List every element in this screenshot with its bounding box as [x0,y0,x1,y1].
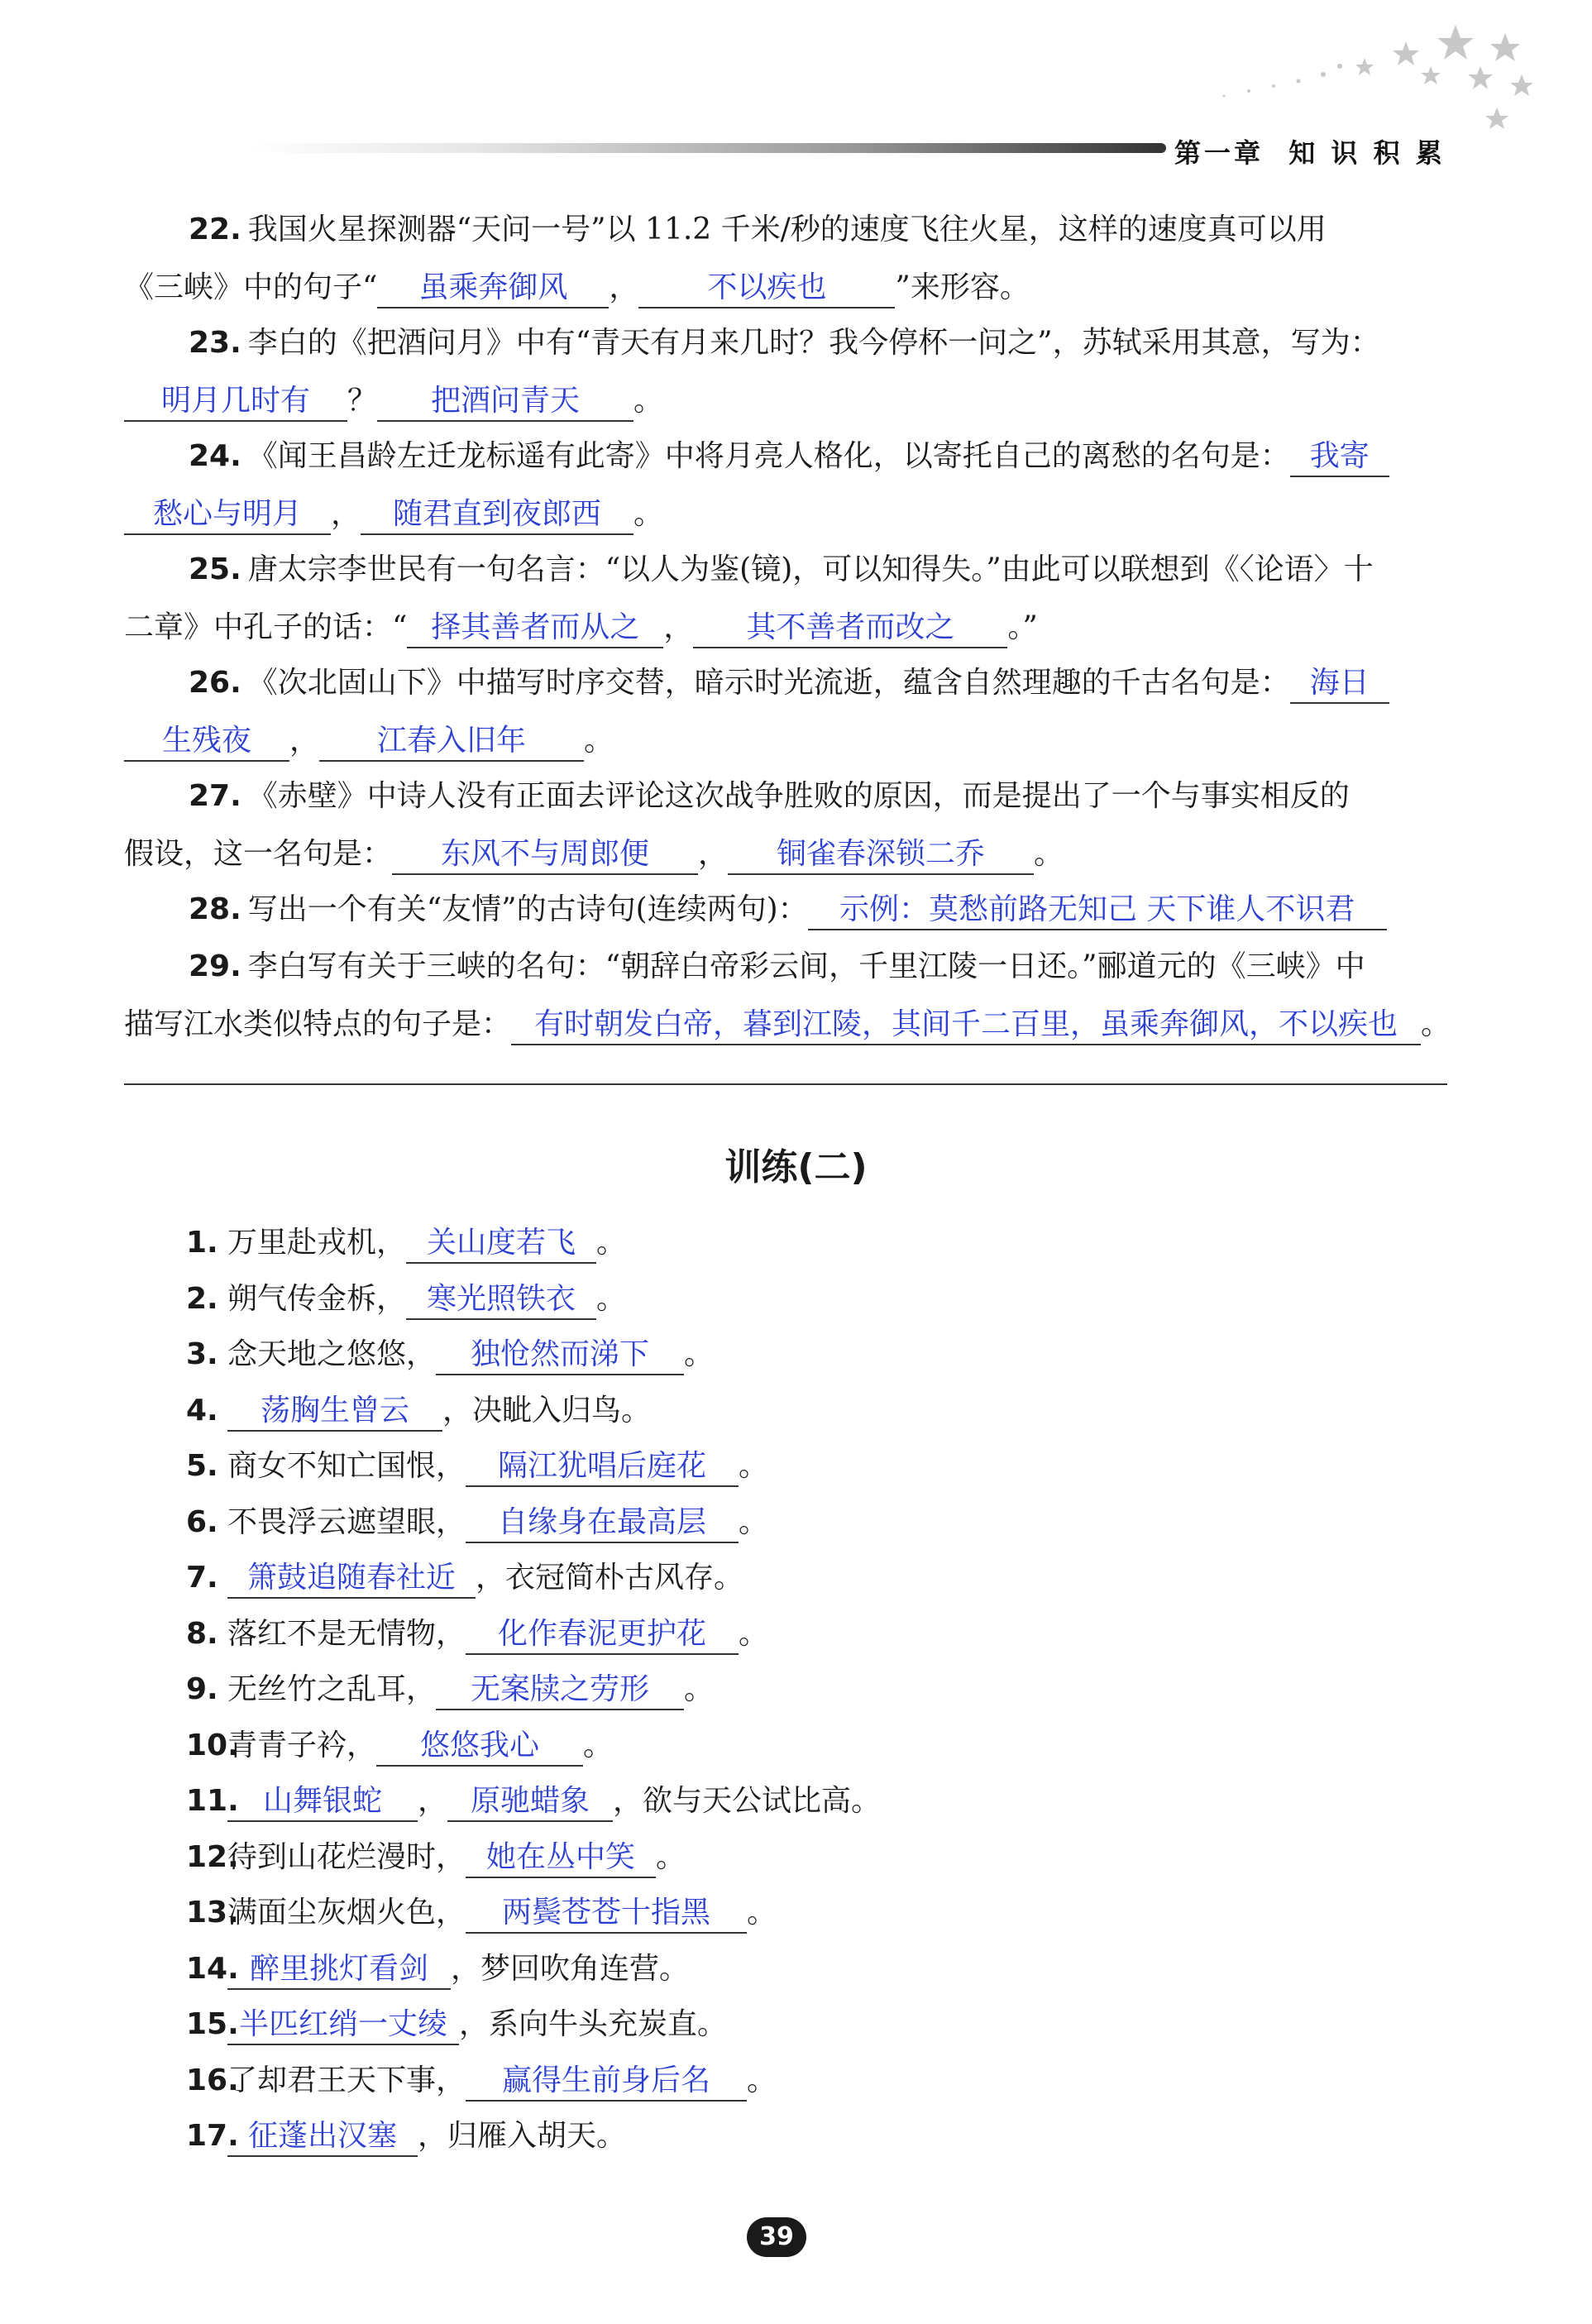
question-27-line2 [124,827,1064,882]
item-prompt: 满面尘灰烟火色， [227,1896,466,1929]
question-25 [189,543,1512,597]
answer-blank: 她在丛中笑 [466,1839,656,1878]
item-number: 5. [186,1449,218,1483]
item-number: 16. [186,2063,239,2097]
question-text: 李白写有关于三峡的名句：“朝辞白帝彩云间，千里江陵一日还。”郦道元的《三峡》中 [247,949,1365,983]
answer-blank-1: 择其善者而从之 [407,609,663,648]
punctuation: 。 [1034,837,1064,871]
item-number: 8. [186,1616,218,1651]
item-suffix: 。 [684,1337,715,1371]
punctuation: ， [609,270,639,304]
question-text: 《次北固山下》中描写时序交替，暗示时光流逝，蕴含自然理趣的千古名句是： [247,666,1290,700]
answer-blank: 箫鼓追随春社近 [227,1559,476,1599]
item-16 [186,2054,777,2108]
item-suffix: ，欲与天公试比高。 [613,1784,882,1818]
item-number: 1. [186,1226,218,1260]
answer-blank-2: 铜雀春深锁二乔 [728,835,1034,875]
question-number: 26. [189,666,241,700]
question-text-line2: 假设，这一名句是： [124,837,393,871]
header-bar [248,143,1166,153]
item-suffix: 。 [739,1504,769,1539]
item-number: 10. [186,1728,239,1762]
answer-blank-start: 我寄 [1290,438,1389,477]
question-22 [189,203,1512,257]
answer-blank: 关山度若飞 [406,1224,596,1264]
question-22-line2 [124,261,1030,315]
item-prompt: 念天地之悠悠， [227,1337,437,1371]
question-number: 23. [189,326,241,360]
item-prompt: 商女不知亡国恨， [227,1449,466,1483]
item-number: 12. [186,1839,239,1874]
item-number: 14. [186,1951,239,1986]
question-29 [189,940,1512,994]
question-28 [189,882,1512,937]
item-number: 3. [186,1337,218,1371]
item-number: 6. [186,1504,218,1539]
answer-blank: 两鬓苍苍十指黑 [466,1894,747,1934]
item-prompt: 青青子衿， [227,1728,377,1762]
answer-blank: 山舞银蛇 [227,1782,418,1822]
item-suffix: 。 [747,1896,777,1929]
item-prompt: 不畏浮云遮望眼， [227,1504,466,1539]
question-24 [189,429,1512,484]
item-8 [186,1607,768,1662]
answer-blank: 悠悠我心 [376,1727,583,1767]
question-text-line2: 《三峡》中的句子“ [124,270,378,304]
item-suffix: 。 [656,1839,686,1874]
item-9 [186,1662,714,1717]
question-number: 24. [189,439,241,473]
question-27 [189,769,1512,824]
punctuation: ， [663,610,694,644]
item-suffix: 。 [739,1616,769,1651]
answer-blank-2: 随君直到夜郎西 [361,495,633,535]
item-prompt: 待到山花烂漫时， [227,1839,466,1874]
answer-blank-start: 海日 [1290,664,1389,704]
question-number: 29. [189,949,241,983]
question-29-line2 [124,997,1451,1052]
answer-blank: 寒光照铁衣 [406,1280,596,1320]
item-13 [186,1886,777,1940]
question-25-line2 [124,600,1038,655]
answer-blank-2: 原驰蜡象 [447,1782,613,1822]
answer-blank-1: 虽乘奔御风 [377,269,609,308]
item-suffix: 。 [583,1728,614,1762]
answer-blank-1: 愁心与明月 [124,495,331,535]
punctuation: 。 [584,724,614,758]
item-number: 2. [186,1281,218,1316]
item-6 [186,1495,768,1550]
item-prompt: 落红不是无情物， [227,1616,466,1651]
answer-blank: 化作春泥更护花 [466,1615,739,1655]
answer-blank: 隔江犹唱后庭花 [466,1447,739,1487]
page-number: 39 [747,2217,806,2257]
answer-blank: 赢得生前身后名 [466,2062,747,2102]
punctuation: 。” [1007,610,1038,644]
question-number: 27. [189,779,241,813]
answer-blank: 醉里挑灯看剑 [227,1950,451,1990]
item-number: 13. [186,1896,239,1929]
item-14 [186,1942,689,1996]
question-text: 《赤壁》中诗人没有正面去评论这次战争胜败的原因，而是提出了一个与事实相反的 [247,779,1350,813]
item-suffix: 。 [747,2063,777,2097]
item-number: 17. [186,2119,239,2153]
item-3 [186,1327,714,1382]
item-suffix: 。 [739,1449,769,1483]
item-number: 4. [186,1393,218,1427]
question-26-line2 [124,714,614,768]
answer-blank: 示例：莫愁前路无知己 天下谁人不识君 [808,891,1387,930]
item-12 [186,1830,686,1885]
item-prompt: 朔气传金柝， [227,1281,407,1316]
item-prompt: 无丝竹之乱耳， [227,1672,437,1706]
answer-blank-1: 明月几时有 [124,382,347,422]
item-17 [186,2109,626,2164]
punctuation: ， [418,1784,448,1818]
answer-blank: 征蓬出汉塞 [227,2117,418,2157]
question-text: 我国火星探测器“天问一号”以 11.2 千米/秒的速度飞往火星，这样的速度真可以用 [247,213,1327,246]
item-10 [186,1719,613,1773]
question-text: 《闻王昌龄左迁龙标遥有此寄》中将月亮人格化，以寄托自己的离愁的名句是： [247,439,1290,473]
answer-blank-2: 把酒问青天 [377,382,633,422]
question-text: 李白的《把酒问月》中有“青天有月来几时？我今停杯一问之”，苏轼采用其意，写为： [247,326,1380,360]
item-prompt: 万里赴戎机， [227,1226,407,1260]
item-number: 11. [186,1784,239,1818]
answer-blank: 荡胸生曾云 [227,1392,442,1432]
item-1 [186,1216,626,1270]
punctuation: ？ [347,384,378,418]
question-number: 25. [189,552,241,586]
item-number: 7. [186,1561,218,1595]
question-number: 22. [189,213,241,246]
question-text: 写出一个有关“友情”的古诗句(连续两句)： [247,892,808,926]
item-suffix: ，衣冠简朴古风存。 [476,1561,744,1595]
item-suffix: ，梦回吹角连营。 [451,1951,690,1986]
item-11 [186,1774,881,1829]
item-4 [186,1384,651,1438]
item-suffix: ，归雁入胡天。 [418,2119,627,2153]
chapter-title: 第一章 知 识 积 累 [1174,137,1446,169]
answer-blank: 独怆然而涕下 [436,1336,684,1375]
item-suffix: 。 [596,1281,627,1316]
item-5 [186,1439,768,1494]
answer-blank-2: 不以疾也 [638,269,895,308]
punctuation: 。 [1421,1007,1451,1041]
punctuation: ， [698,837,729,871]
section-title: 训练(二) [724,1146,868,1188]
question-23 [189,316,1512,371]
punctuation: 。 [633,384,664,418]
question-24-line2 [124,487,663,542]
item-suffix: 。 [596,1226,627,1260]
question-text: 唐太宗李世民有一句名言：“以人为鉴(镜)，可以知得失。”由此可以联想到《〈论语〉十 [247,552,1374,586]
item-15 [186,1997,727,2052]
punctuation: ”来形容。 [895,270,1030,304]
item-7 [186,1551,743,1605]
item-suffix: 。 [684,1672,715,1706]
answer-blank: 自缘身在最高层 [466,1504,739,1543]
punctuation: ， [289,724,320,758]
item-number: 9. [186,1672,218,1706]
item-2 [186,1272,626,1327]
answer-blank-2: 其不善者而改之 [693,609,1007,648]
answer-blank-1: 东风不与周郎便 [392,835,698,875]
answer-blank-2: 江春入旧年 [319,722,584,762]
item-suffix: ，决眦入归鸟。 [442,1393,652,1427]
item-suffix: ，系向牛头充炭直。 [459,2007,728,2041]
question-text-line2: 描写江水类似特点的句子是： [124,1007,512,1041]
question-number: 28. [189,892,241,926]
answer-blank-1: 有时朝发白帝，暮到江陵，其间千二百里，虽乘奔御风，不以疾也 [511,1006,1421,1045]
item-prompt: 了却君王天下事， [227,2063,466,2097]
answer-blank: 无案牍之劳形 [436,1671,684,1710]
question-text-line2: 二章》中孔子的话：“ [124,610,408,644]
punctuation: 。 [633,497,664,531]
punctuation: ， [331,497,361,531]
answer-line-29 [124,1083,1447,1085]
answer-blank: 半匹红绡一丈绫 [227,2006,459,2045]
question-23-line2 [124,374,663,428]
stars-decoration-icon [1141,17,1538,141]
answer-blank-1: 生残夜 [124,722,289,762]
page-header [0,0,1592,174]
item-number: 15. [186,2007,239,2041]
question-26 [189,656,1512,710]
